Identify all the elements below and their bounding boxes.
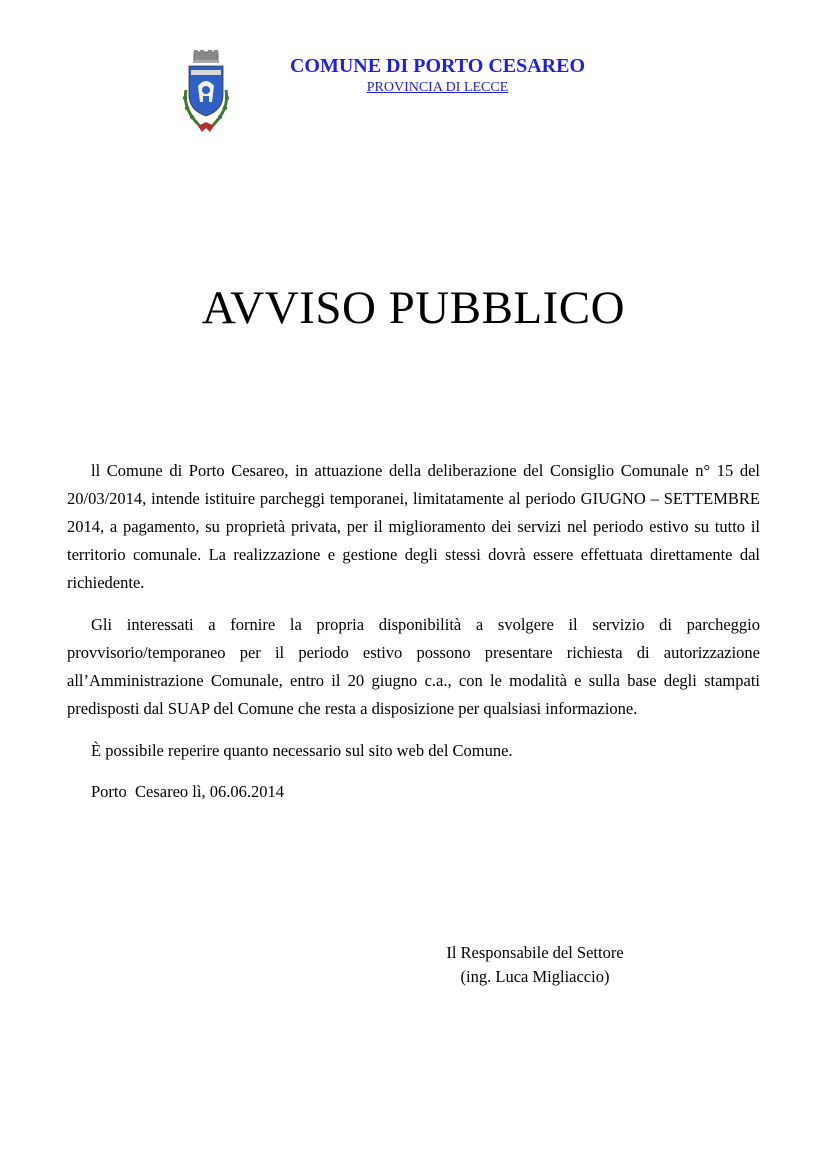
page-title: AVVISO PUBBLICO: [201, 282, 626, 334]
notice-body: [67, 457, 760, 806]
municipality-name: COMUNE DI PORTO CESAREO: [289, 55, 586, 77]
province-name: PROVINCIA DI LECCE: [366, 80, 509, 95]
paragraph-intro: ll Comune di Porto Cesareo, in attuazione della deliberazione del Consiglio Comunale n° 15 del 20/03/2014, intende istituire parcheggi temporanei, limitatamente al periodo GIUGNO – SETTEMBRE 2014, a pagamento, su proprietà privata, per il miglioramento dei servizi nel periodo estivo su tutto il territorio comunale. La realizzazione e gestione degli stessi dovrà essere effettuata direttamente dal richiedente.: [67, 461, 760, 592]
signature-role: Il Responsabile del Settore: [446, 943, 624, 962]
paragraph-website: È possibile reperire quanto necessario sul sito web del Comune.: [91, 741, 513, 760]
coat-of-arms-icon: [176, 50, 236, 136]
place-date: Porto Cesareo lì, 06.06.2014: [91, 782, 284, 801]
letterhead: [250, 53, 625, 97]
paragraph-instructions: Gli interessati a fornire la propria disponibilità a svolgere il servizio di parcheggio provvisorio/temporaneo per il periodo estivo possono presentare richiesta di autorizzazione all’Amministrazione Comunale, entro il 20 giugno c.a., con le modalità e sulla base degli stampati predisposti dal SUAP del Comune che resta a disposizione per qualsiasi informazione.: [67, 615, 760, 718]
signature-name: (ing. Luca Migliaccio): [460, 967, 610, 986]
signature-block: [415, 941, 655, 989]
